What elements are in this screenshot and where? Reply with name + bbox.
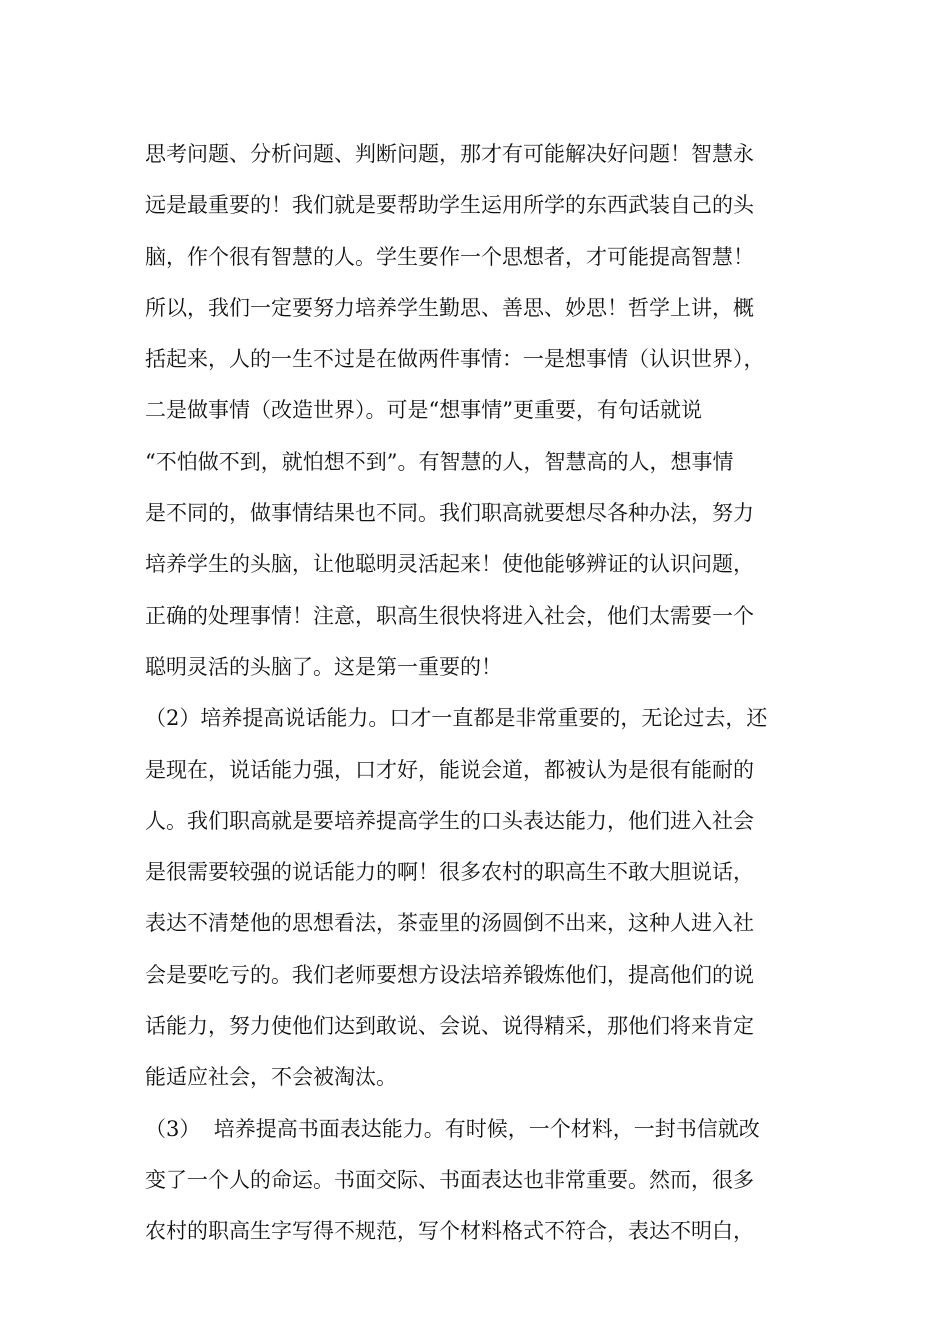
text-line: 是现在，说话能力强，口才好，能说会道，都被认为是很有能耐的 [145, 757, 754, 782]
text-line: 正确的处理事情！注意，职高生很快将进入社会，他们太需要一个 [145, 603, 754, 628]
text-line: 括起来，人的一生不过是在做两件事情：一是想事情（认识世界）， [145, 347, 765, 372]
text-line: 脑，作个很有智慧的人。学生要作一个思想者，才可能提高智慧！ [145, 244, 754, 269]
text-line: 变了一个人的命运。书面交际、书面表达也非常重要。然而，很多 [145, 1167, 754, 1192]
text-line: 培养学生的头脑，让他聪明灵活起来！使他能够辨证的认识问题， [145, 552, 754, 577]
text-line: 能适应社会，不会被淘汰。 [145, 1065, 397, 1090]
text-line: 所以，我们一定要努力培养学生勤思、善思、妙思！哲学上讲，概 [145, 295, 754, 320]
text-line: 农村的职高生字写得不规范，写个材料格式不符合，表达不明白， [145, 1219, 754, 1244]
text-line: 是不同的，做事情结果也不同。我们职高就要想尽各种办法，努力 [145, 501, 754, 526]
text-line: （3） 培养提高书面表达能力。有时候，一个材料，一封书信就改 [145, 1116, 760, 1141]
text-line: “不怕做不到，就怕想不到”。有智慧的人，智慧高的人，想事情 [145, 449, 734, 474]
text-line: 人。我们职高就是要培养提高学生的口头表达能力，他们进入社会 [145, 808, 754, 833]
text-line: （2）培养提高说话能力。口才一直都是非常重要的，无论过去，还 [145, 706, 768, 731]
text-line: 是很需要较强的说话能力的啊！很多农村的职高生不敢大胆说话， [145, 860, 754, 885]
text-line: 话能力，努力使他们达到敢说、会说、说得精采，那他们将来肯定 [145, 1014, 754, 1039]
body-text [145, 129, 825, 1258]
text-line: 远是最重要的！我们就是要帮助学生运用所学的东西武装自己的头 [145, 193, 754, 218]
text-line: 会是要吃亏的。我们老师要想方设法培养锻炼他们，提高他们的说 [145, 962, 754, 987]
text-line: 表达不清楚他的思想看法，茶壶里的汤圆倒不出来，这种人进入社 [145, 911, 754, 936]
text-line: 二是做事情（改造世界）。可是“想事情”更重要，有句话就说 [145, 398, 702, 423]
text-line: 聪明灵活的头脑了。这是第一重要的！ [145, 654, 502, 679]
text-line: 思考问题、分析问题、判断问题，那才有可能解决好问题！智慧永 [145, 142, 754, 166]
